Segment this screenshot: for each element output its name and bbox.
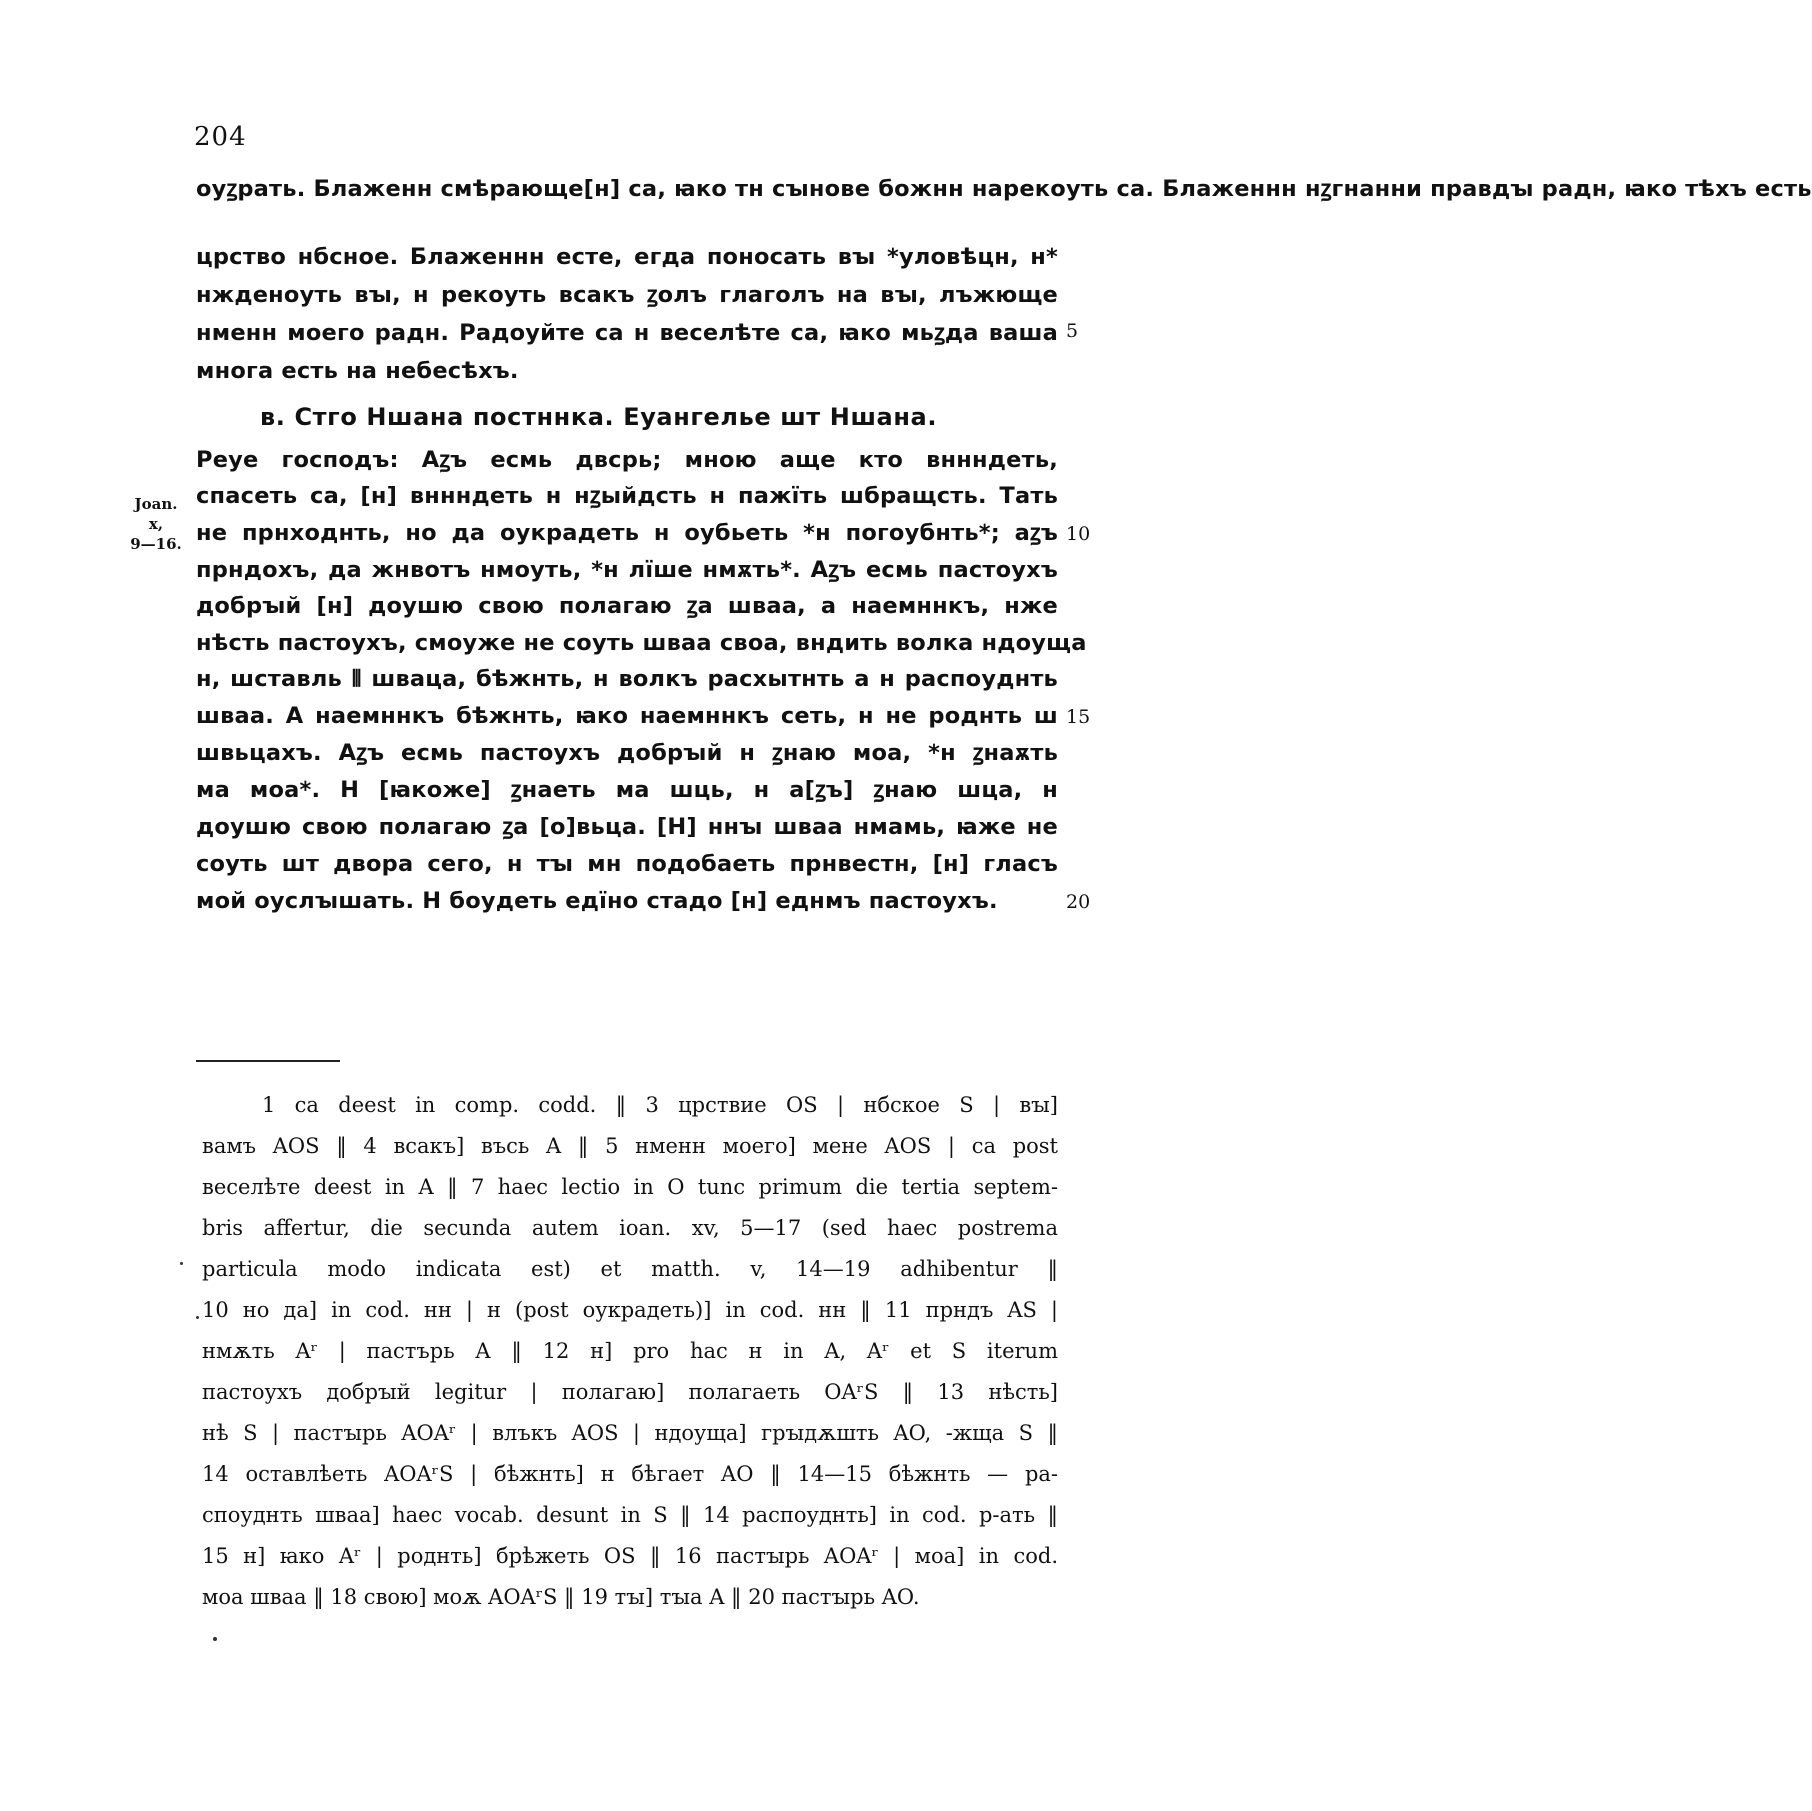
text-line: мой оуслꙑшать. Н боудеть едїно стадо [н] еднмъ пастоухъ. <box>196 888 998 914</box>
text-line: н, шставль ⦀ шваца, бѣжнть, н волкъ расхытнть а н распоуднть <box>196 666 1058 692</box>
text-line: многа есть на небесѣхъ. <box>196 358 519 384</box>
margin-ref-verses: 9—16. <box>130 535 182 553</box>
print-speck <box>196 1316 199 1319</box>
line-number: 20 <box>1066 891 1091 913</box>
text-line: нѣсть пастоухъ, смоуже не соуть шваа своа, вндить волка ндоуща <box>196 630 1087 656</box>
text-line: добрꙑй [н] доушю свою полагаю ꙁа шваа, а наемннкъ, нже <box>196 593 1058 619</box>
margin-reference <box>128 494 184 554</box>
footnote-line: particula modo indicata est) et matth. v, 14—19 adhibentur ‖ <box>202 1257 1058 1281</box>
text-line: шваа. А наемннкъ бѣжнть, ꙗко наемннкъ сеть, н не роднть ш <box>196 703 1058 729</box>
footnote-line: 15 н] ꙗко Aʳ | роднть] брѣжеть OS ‖ 16 пастꙑрь AOAʳ | моа] in cod. <box>202 1544 1058 1568</box>
text-line: швьцахъ. Аꙁъ есмь пастоухъ добрꙑй н ꙁнаю моа, *н ꙁнаѫть <box>196 740 1058 766</box>
footnote-line: 10 но да] in cod. нн | н (post оукрадеть)] in cod. нн ‖ 11 прндъ AS | <box>202 1298 1058 1322</box>
line-number: 10 <box>1066 523 1091 545</box>
footnote-line: пастоухъ добрꙑй legitur | полагаю] полагаеть OAʳS ‖ 13 нѣсть] <box>202 1380 1058 1404</box>
footnote-line: моа шваа ‖ 18 свою] моѫ AOAʳS ‖ 19 тꙑ] тꙑа A ‖ 20 пастꙑрь AO. <box>202 1585 920 1609</box>
text-line: доушю свою полагаю ꙁа [о]вьца. [Н] ннꙑ шваа нмамь, ꙗже не <box>196 814 1058 840</box>
footnote-line: нѣ S | пастꙑрь AOAʳ | влъкъ AOS | ндоуща] грꙑдѫшть AO, -жща S ‖ <box>202 1421 1058 1445</box>
margin-ref-book: Joan. <box>134 495 178 513</box>
footnote-line: 14 оставлѣеть AOAʳS | бѣжнть] н бѣгает AO ‖ 14—15 бѣжнть — ра- <box>202 1462 1058 1486</box>
line-number: 5 <box>1066 320 1079 342</box>
print-speck <box>213 1637 217 1641</box>
section-heading: в. Стго Ншана постннка. Еуангелье шт Ншана. <box>260 403 938 431</box>
text-line: оуꙁрать. Блаженн смѣрающе[н] са, ꙗко тн сꙑнове божнн нарекоуть са. Блаженнн нꙁгнанни правдꙑ радн, ꙗко тѣхъ есть <box>196 176 1812 202</box>
footnote-line: bris affertur, die secunda autem ioan. xv, 5—17 (sed haec postrema <box>202 1216 1058 1240</box>
text-line: ма моа*. Н [ꙗкоже] ꙁнаеть ма шць, н а[ꙁъ] ꙁнаю шца, н <box>196 777 1058 803</box>
text-line: нжденоуть вꙑ, н рекоуть всакъ ꙁолъ глаголъ на вꙑ, лъжюще <box>196 282 1058 308</box>
text-line: не прнходнть, но да оукрадеть н оубьеть *н погоубнть*; аꙁъ <box>196 520 1058 546</box>
footnote-line: споуднть шваа] haec vocab. desunt in S ‖ 14 распоуднть] in cod. р-ать ‖ <box>202 1503 1058 1527</box>
margin-ref-chapter: x, <box>148 515 164 533</box>
page-number: 204 <box>194 122 247 152</box>
footnote-line: нмѫть Aʳ | пастърь A ‖ 12 н] pro hac н in A, Aʳ et S iterum <box>202 1339 1058 1363</box>
footnote-line: вамъ AOS ‖ 4 всакъ] въсь A ‖ 5 нменн моего] мене AOS | са post <box>202 1134 1058 1158</box>
text-line: Реуе господъ: Аꙁъ есмь двсрь; мною аще кто вннндеть, <box>196 447 1058 473</box>
text-line: црство нбсное. Блаженнн есте, егда поносать вꙑ *уловѣцн, н* <box>196 244 1058 270</box>
text-line: соуть шт двора сего, н тꙑ мн подобаеть прнвестн, [н] гласъ <box>196 851 1058 877</box>
text-line: спасеть са, [н] вннндеть н нꙁыйдсть н пажїть шбращсть. Тать <box>196 483 1058 509</box>
footnote-divider <box>196 1060 340 1062</box>
text-line: прндохъ, да жнвотъ нмоуть, *н лїше нмѫть*. Аꙁъ есмь пастоухъ <box>196 557 1058 583</box>
line-number: 15 <box>1066 706 1091 728</box>
footnote-line: 1 са deest in comp. codd. ‖ 3 црствие OS | нбское S | вꙑ] <box>262 1093 1058 1117</box>
footnote-line: веселѣте deest in A ‖ 7 haec lectio in O tunc primum die tertia septem- <box>202 1175 1058 1199</box>
text-line: нменн моего радн. Радоуйте са н веселѣте са, ꙗко мьꙁда ваша <box>196 320 1058 346</box>
print-speck <box>180 1262 183 1265</box>
